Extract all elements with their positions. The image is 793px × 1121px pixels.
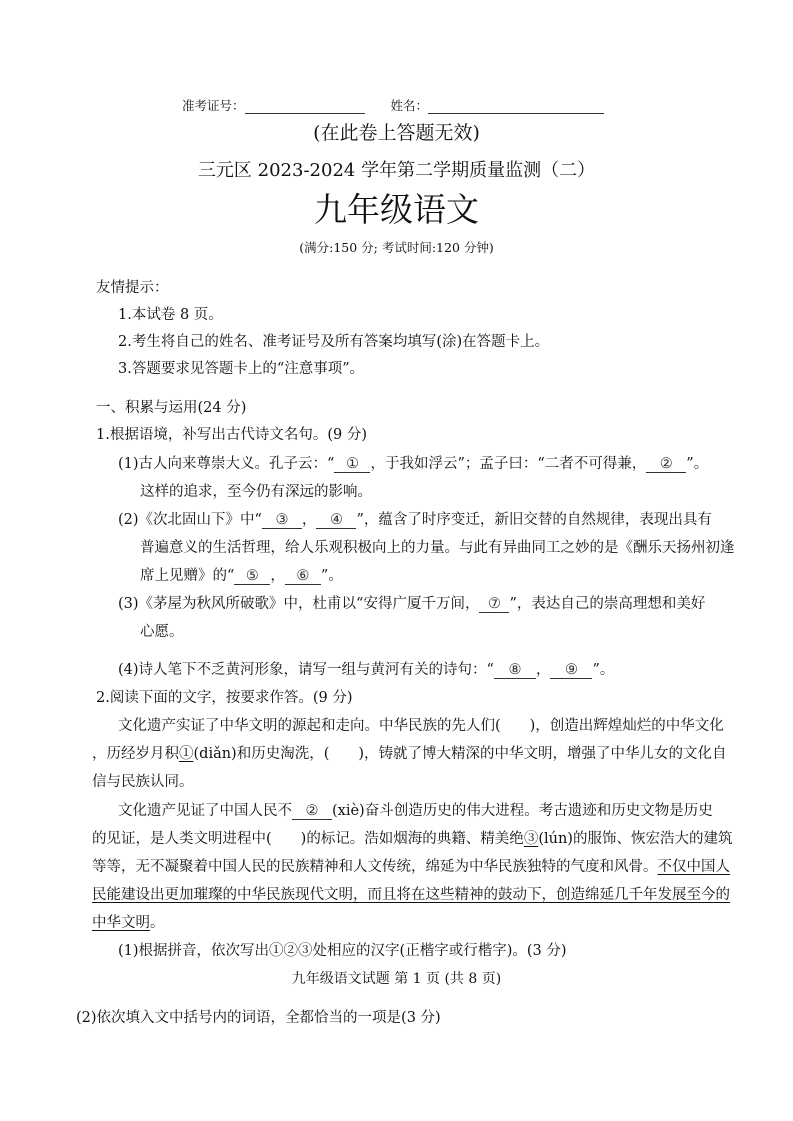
blank-5[interactable]: ⑤ xyxy=(234,568,270,585)
q1-part2-line2: 普遍意义的生活哲理，给人乐观积极向上的力量。与此有异曲同工之妙的是《酬乐天扬州初逢 xyxy=(140,540,735,556)
name-field[interactable] xyxy=(428,99,604,114)
blank-8[interactable]: ⑧ xyxy=(494,662,536,679)
section-heading: 一、积累与运用(24 分) xyxy=(96,400,247,416)
blank-9[interactable]: ⑨ xyxy=(550,662,592,679)
passage-p2-line4 xyxy=(92,883,730,904)
name-label: 姓名： xyxy=(390,98,428,113)
exam-subtitle: 三元区 2023-2024 学年第二学期质量监测（二） xyxy=(197,160,596,181)
passage-p1-line3: 信与民族认同。 xyxy=(92,774,194,790)
blank-1[interactable]: ① xyxy=(334,456,370,473)
q1-part3-line1: (3)《茅屋为秋风所破歌》中，杜甫以“安得广厦千万间， ⑦ ”，表达自己的崇高理想和美好 xyxy=(118,596,706,612)
exam-id-label: 准考证号： xyxy=(182,98,245,113)
page-footer: 九年级语文试题 第 1 页 (共 8 页) xyxy=(291,971,502,987)
sub-question-2: (2)依次填入文中括号内的词语，全都恰当的一项是(3 分) xyxy=(76,1010,441,1026)
passage-p1-line1: 文化遗产实证了中华文明的源起和走向。中华民族的先人们( )，创造出辉煌灿烂的中华文化 xyxy=(118,718,724,734)
blank-2[interactable]: ② xyxy=(646,456,686,473)
underlined-sentence: 不仅中国人 xyxy=(657,859,730,875)
q1-part4-line1: (4)诗人笔下不乏黄河形象，请写一组与黄河有关的诗句：“ ⑧ ， ⑨ ”。 xyxy=(118,662,615,678)
page-title: 九年级语文 xyxy=(314,190,479,229)
tip-item: 2.考生将自己的姓名、准考证号及所有答案均填写(涂)在答题卡上。 xyxy=(118,334,550,350)
passage-p1-line2: ，历经岁月积①(diǎn)和历史淘洗，( )，铸就了博大精深的中华文明，增强了中华儿女的文化自 xyxy=(92,746,727,762)
passage-p2-line5: 中华文明。 xyxy=(92,915,165,931)
score-info: (满分:150 分; 考试时间:120 分钟) xyxy=(299,240,494,255)
q1-part2-line3: 席上见赠》的“ ⑤ ， ⑥ ”。 xyxy=(140,568,343,584)
question-2-prompt: 2.阅读下面的文字，按要求作答。(9 分) xyxy=(96,690,353,706)
tip-item: 1.本试卷 8 页。 xyxy=(118,307,223,323)
tips-heading: 友情提示： xyxy=(96,280,169,296)
passage-p2-line1: 文化遗产见证了中国人民不 ② (xiè)奋斗创造历史的伟大进程。考古遗迹和历史文物是历史 xyxy=(118,803,713,819)
blank-7[interactable]: ⑦ xyxy=(479,596,509,613)
exam-id-row xyxy=(182,96,604,114)
q1-part1-line1: (1)古人向来尊崇大义。孔子云：“ ① ，于我如浮云”；孟子曰：“二者不可得兼， ② ”。 xyxy=(118,456,709,472)
underlined-sentence: 民能建设出更加璀璨的中华民族现代文明，而且将在这些精神的鼓动下，创造绵延几千年发展至今的 xyxy=(92,887,730,903)
blank-4[interactable]: ④ xyxy=(316,512,356,529)
tip-item: 3.答题要求见答题卡上的“注意事项”。 xyxy=(118,361,365,377)
blank-3[interactable]: ③ xyxy=(262,512,302,529)
underlined-sentence: 中华文明 xyxy=(92,915,150,931)
exam-id-field[interactable] xyxy=(245,99,365,114)
mark-3: ③ xyxy=(523,831,539,847)
passage-p2-line2: 的见证，是人类文明进程中( )的标记。浩如烟海的典籍、精美绝③(lún)的服饰、恢宏浩大的建筑 xyxy=(92,831,733,847)
invalid-note: (在此卷上答题无效) xyxy=(313,122,480,144)
blank-p2[interactable]: ② xyxy=(292,803,332,820)
q1-part2-line1: (2)《次北固山下》中“ ③ ， ④ ”，蕴含了时序变迁，新旧交替的自然规律，表现出具有 xyxy=(118,512,712,528)
sub-question-1: (1)根据拼音，依次写出①②③处相应的汉字(正楷字或行楷字)。(3 分) xyxy=(118,943,567,959)
blank-6[interactable]: ⑥ xyxy=(285,568,321,585)
mark-1: ① xyxy=(179,746,194,762)
passage-p2-line3: 等等，无不凝聚着中国人民的民族精神和人文传统，绵延为中华民族独特的气度和风骨。不仅中国人 xyxy=(92,859,730,875)
q1-part1-line2: 这样的追求，至今仍有深远的影响。 xyxy=(140,484,372,500)
question-1-prompt: 1.根据语境，补写出古代诗文名句。(9 分) xyxy=(96,427,367,443)
q1-part3-line2: 心愿。 xyxy=(140,624,184,640)
